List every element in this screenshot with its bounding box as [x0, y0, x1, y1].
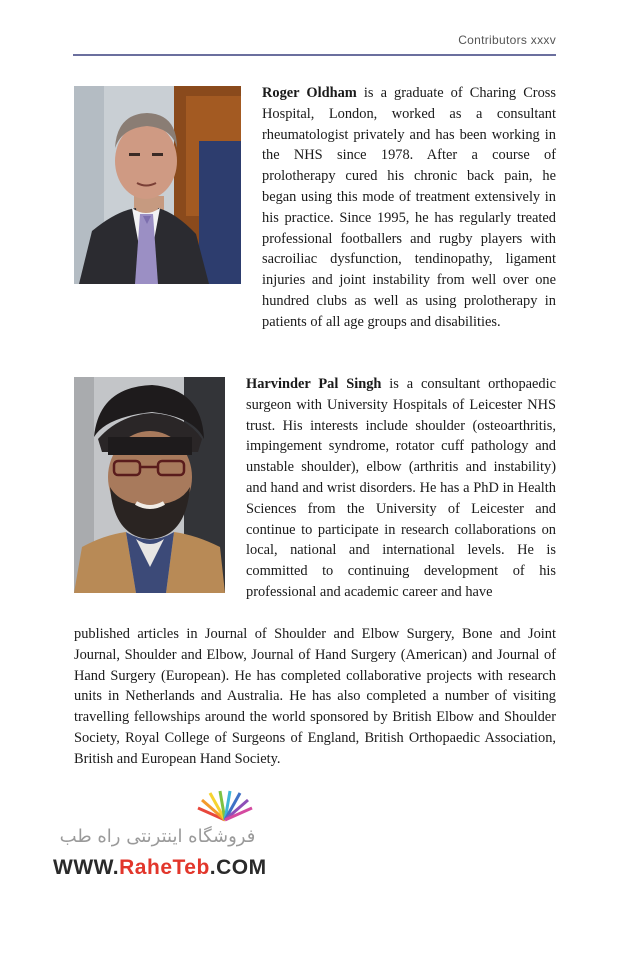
header-rule: [73, 54, 556, 56]
watermark-url: [53, 856, 267, 880]
watermark-url-brand: RaheTeb: [119, 856, 210, 879]
watermark-url-suffix: .COM: [209, 856, 267, 879]
contributor-bio-harvinder-pal-singh: [246, 374, 556, 603]
running-head: Contributors xxxv: [458, 33, 556, 47]
raheteb-watermark: [50, 790, 270, 890]
contributor-bio-text: is a consultant orthopaedic surgeon with University Hospitals of Leicester NHS trust. His interests include shoulder (osteoarthritis, impingement syndrome, rotator cuff pathology and unstable shoulder), elbow (arthritis and instability) and hand and wrist disorders. He has a PhD in Health Sciences from the University of Leicester and continue to participate in research collaborations on local, national and international levels. He is committed to continuing development of his professional and academic career and have: [246, 376, 556, 600]
portrait-photo-harvinder-pal-singh: [74, 377, 225, 593]
contributor-bio-continuation: published articles in Journal of Shoulder and Elbow Surgery, Bone and Joint Journal, Shoulder and Elbow, Journal of Hand Surgery (American) and Journal of Hand Surgery (European). He has completed collaborative projects with research units in Netherlands and Australia. He has also completed a number of visiting travelling fellowships around the world sponsored by British Elbow and Shoulder Society, Royal College of Surgeons of England, British Orthopaedic Association, British and European Hand Society.: [74, 626, 556, 767]
watermark-persian-text: فروشگاه اینترنتی راه طب: [59, 826, 256, 847]
contributor-name: Harvinder Pal Singh: [246, 376, 382, 392]
contributor-bio-text: is a graduate of Charing Cross Hospital, London, worked as a consultant rheumatologist privately and has been working in the NHS since 1978. After a course of prolotherapy cured his chronic back pain, he began using this mode of treatment extensively in his practice. Since 1995, he has regularly treated professional footballers and rugby players with sacroiliac dysfunction, tendinopathy, ligament injuries and joint instability from well over one hundred clubs as well as using prolotherapy in patients of all age groups and disabilities.: [262, 85, 557, 330]
watermark-url-prefix: WWW.: [53, 856, 120, 879]
portrait-photo-roger-oldham: [74, 86, 241, 284]
rainbow-book-logo-icon: [190, 790, 260, 829]
contributor-name: Roger Oldham: [262, 85, 357, 101]
contributor-bio-roger-oldham: [262, 83, 556, 333]
